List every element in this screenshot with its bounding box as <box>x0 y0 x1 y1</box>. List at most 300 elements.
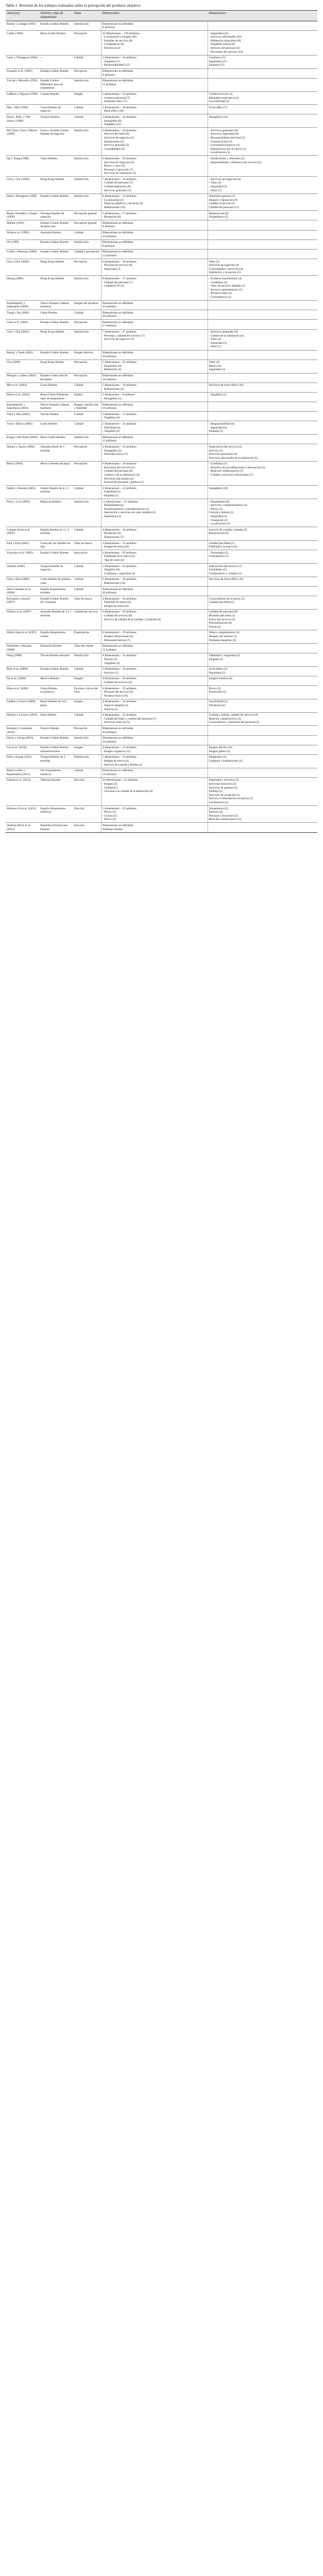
dimension-line: - Personal de servicio (8) <box>102 264 132 268</box>
destination-cell: Estados Unidos Hoteles <box>39 350 73 360</box>
dimension-line: - Estándar de servicio (8) <box>102 39 133 43</box>
author-cell: Lee et al. (2010) <box>6 745 39 754</box>
dimension-line: - Confianza (5) <box>209 462 227 466</box>
dimensions-detail-cell <box>207 310 317 320</box>
dimensions-detail-cell <box>207 699 317 712</box>
destination-cell: Australia Hoteles de 4 y 5 estrellas <box>39 609 73 630</box>
dimension-line: Servicio (5) <box>209 449 223 453</box>
dimension-line: Calidad del personal (9) <box>209 610 238 614</box>
table-row <box>6 193 317 210</box>
dimension-line: Imagen afectiva (4) <box>209 746 232 750</box>
table-row <box>6 392 317 402</box>
dimension-line: Dimensiones no definidas <box>102 435 133 439</box>
destination-cell: Corea Hoteles de negocios <box>39 105 73 114</box>
dimension-line: - Seguridad (3) <box>209 341 227 345</box>
destination-cell: Estados Unidos Hoteles <box>39 249 73 259</box>
dimension-line: 4 dimensiones – 18 atributos <box>102 597 137 601</box>
dimension-line: Dimensiones no definidas <box>102 241 133 245</box>
destination-cell: Australia Hoteles <box>39 230 73 239</box>
topic-cell: Fidelización <box>73 754 101 768</box>
dimension-line: Servicios de negocios (4) <box>209 264 239 268</box>
topic-cell: Satisfacción <box>73 21 101 31</box>
destination-cell: Estados Unidos Hoteles de 5 estrellas <box>39 596 73 610</box>
dimension-line: - Seguridad (3) <box>209 185 227 189</box>
dimension-line: Dimensiones no definidas <box>102 403 133 407</box>
dimensions-detail-cell <box>207 230 317 239</box>
page <box>0 0 323 837</box>
dimension-line: - Calidad del personal (6) <box>102 469 133 473</box>
dimension-line: - Otros (1) <box>209 188 222 192</box>
dimensions-cell <box>101 220 207 230</box>
destination-cell: Estados Unidos Hoteles <box>39 735 73 745</box>
dimension-line: - Confort y de la habitación (4) <box>102 473 140 477</box>
dimension-line: Alojamiento (5) <box>209 215 228 219</box>
dimension-line: - Habitaciones (7) <box>102 535 124 539</box>
dimension-line: - Tipo de hotel (2) <box>102 558 124 562</box>
dimension-line: Dimensiones no definidas <box>102 587 133 591</box>
author-cell: Qu y Tsang (1998) <box>6 156 39 177</box>
dimension-line: Elemento tangibles (4) <box>209 638 236 642</box>
destination-cell: Reino Unido Diferentes tipos de alojamiento <box>39 392 73 402</box>
dimension-line: - Calidad (5) <box>102 786 118 790</box>
destination-cell: Turquía Hoteles <box>39 114 73 128</box>
dimensions-cell <box>101 754 207 768</box>
dimension-line: Empatía (13) <box>209 63 225 67</box>
destination-cell: Francia Hoteles <box>39 726 73 735</box>
destination-cell: Estados Unidos Hoteles norteamericanos <box>39 745 73 754</box>
dimension-line: 33 dimensiones – 139 atributos <box>102 31 140 35</box>
dimensions-cell <box>101 31 207 56</box>
dimensions-cell <box>101 259 207 276</box>
dimension-line: - Tangibles (otros) (6) <box>209 43 235 47</box>
dimension-line: - Precio (3) <box>209 507 223 511</box>
author-cell: Hayes y Leong (2010) <box>6 735 39 745</box>
destination-cell: Estados Unidos Hoteles <box>39 239 73 249</box>
destination-cell: Estados Unidos Hoteles <box>39 666 73 676</box>
table-row <box>6 421 317 435</box>
dimension-line: - Actitud del personal y gestión (5) <box>102 481 144 485</box>
dimension-line: - Seguridad (14) <box>209 31 229 35</box>
topic-cell: Percepción <box>73 68 101 78</box>
dimensions-detail-cell <box>207 350 317 360</box>
dimension-line: - Servicio de calidad de la comida y la bebida (4) <box>102 617 161 621</box>
dimension-line: Comprensión y cuidado (5) <box>209 572 242 575</box>
dimension-line: Promoción (5) <box>209 690 227 694</box>
dimension-line: 5 dimensiones – 22 atributos <box>102 422 137 426</box>
dimension-line: - Calidad habitación (8) <box>102 185 131 189</box>
dimension-line: Imagen hotelera (4) <box>209 677 233 681</box>
table-row <box>6 329 317 350</box>
topic-cell: Calidad <box>73 666 101 676</box>
dimension-line: Empleados (4) <box>209 755 227 759</box>
dimension-line: Conocimiento y presencia del personal (2) <box>209 721 260 725</box>
dimensions-detail-cell <box>207 329 317 350</box>
topic-cell: Calidad <box>73 55 101 68</box>
dimensions-detail-cell <box>207 301 317 310</box>
dimensions-detail-cell <box>207 745 317 754</box>
dimensions-detail-cell <box>207 156 317 177</box>
author-cell: Wong et al. (1999) <box>6 230 39 239</box>
destination-cell: Corea Hoteles de primera clase <box>39 577 73 586</box>
dimension-line: 11 dimensiones – 47 atributos <box>102 500 138 504</box>
dimension-line: - Habitación (hug-bles) (8) <box>209 39 241 43</box>
dimensions-cell <box>101 177 207 193</box>
author-cell: Kandampully y Suhartanto (2000) <box>6 301 39 310</box>
dimension-line: - Hospitalidad (4) <box>102 504 124 508</box>
dimensions-cell <box>101 643 207 653</box>
dimension-line: Personalización (6) <box>209 621 232 625</box>
table-row <box>6 444 317 461</box>
table-row <box>6 177 317 193</box>
dimension-line: - Servicios complementarios (4) <box>209 504 247 508</box>
dimensions-cell <box>101 666 207 676</box>
dimension-line: - Eficiencia (3) <box>102 47 121 50</box>
dimension-line: 11 atributos <box>102 82 117 86</box>
destination-cell: España Alojamientos turísticos <box>39 806 73 823</box>
dimension-line: 8 atributos <box>102 225 116 229</box>
table-row <box>6 726 317 735</box>
table-row <box>6 564 317 577</box>
author-cell: Reinaud y Gunaratne (2010) <box>6 726 39 735</box>
dimensions-cell <box>101 686 207 699</box>
dimension-line: Calidad servicio (3) <box>209 93 233 96</box>
dimension-line: - Habitaciones (3) <box>102 387 124 391</box>
topic-cell: Percepción <box>73 320 101 329</box>
dimensions-detail-cell <box>207 735 317 745</box>
dimension-line: Dimensiones no definidas <box>102 22 133 26</box>
dimensions-cell <box>101 699 207 712</box>
dimension-line: Dimensiones no definidas <box>102 736 133 740</box>
dimension-line: - Instalaciones (5) <box>102 140 124 144</box>
dimension-line: - Proveedor del servicio (10) <box>209 50 243 54</box>
dimension-line: Dimensiones no definidas <box>102 769 133 773</box>
dimension-line: - Tangibles (3) <box>209 393 227 397</box>
dimension-line: - Fiabilidad de la marca (4) <box>102 555 135 559</box>
dimension-line: - Personal y ejecución (7) <box>102 168 133 172</box>
dimensions-cell <box>101 320 207 329</box>
table-row <box>6 78 317 91</box>
author-cell: Tsaur y Hsu (2003) <box>6 412 39 421</box>
dimension-line: Contratación (1) <box>209 555 229 559</box>
author-cell: Turcott y Marcella (1995) <box>6 78 39 91</box>
dimension-line: 10 atributos <box>102 305 117 309</box>
dimension-line: 20 atributos <box>102 315 117 319</box>
dimensions-cell <box>101 373 207 383</box>
destination-cell: Reino Unido Hoteles <box>39 31 73 56</box>
table-row <box>6 156 317 177</box>
destination-cell: Estados Unidos Diferentes tipos de alojamiento <box>39 78 73 91</box>
dimension-line: Fiabilidad y seguridad (4) <box>209 654 240 658</box>
author-cell: Dube y Renaghan (1999) <box>6 193 39 210</box>
dimensions-detail-cell <box>207 68 317 78</box>
author-cell: Ramo-wollen y Rasamuthus (2011) <box>6 768 39 777</box>
destination-cell: Noruega Hoteles de negocios <box>39 211 73 220</box>
dimension-line: - Conveniencia/precio (3) <box>209 144 239 148</box>
topic-cell: Satisfacción <box>73 329 101 350</box>
header-authors: Autor(es) <box>6 11 39 21</box>
author-cell: Heung (2000) <box>6 276 39 301</box>
dimension-line: - Innovación y servicios de valor añadido (3) <box>102 511 156 515</box>
dimensions-cell <box>101 421 207 435</box>
destination-cell: Reino Unido Hoteles <box>39 435 73 444</box>
table-row <box>6 699 317 712</box>
dimension-line: 5 dimensiones – 23 atributos <box>102 93 137 96</box>
dimensions-detail-cell <box>207 412 317 421</box>
dimensions-detail-cell <box>207 114 317 128</box>
destination-cell: Australia Hotel de 5 estrellas <box>39 444 73 461</box>
author-cell: Briggs y Bit-Nalrú (2004) <box>6 435 39 444</box>
author-cell: Beerli (2004) <box>6 461 39 486</box>
dimensions-cell <box>101 350 207 360</box>
dimension-line: 8 atributos <box>102 26 116 30</box>
dimension-line: Servicios de recepción (5) <box>209 793 240 797</box>
author-cell: Oh (1999) <box>6 239 39 249</box>
dimensions-detail-cell <box>207 105 317 114</box>
dimension-line: - Calidad del personal (7) <box>102 280 133 284</box>
dimension-line: Dimensiones no definidas <box>102 351 133 355</box>
dimension-line: - Espacios públicos y servicios (4) <box>102 202 144 206</box>
table-row <box>6 666 317 676</box>
topic-cell: Imagen <box>73 91 101 105</box>
table-row <box>6 105 317 114</box>
dimension-line: - Personal del servicio (6) <box>102 690 133 694</box>
author-cell: Ekinci, Riley y Fife-Schaw (1998) <box>6 114 39 128</box>
dimension-line: - Servicios especiales (6) <box>209 132 239 136</box>
dimension-line: - Servicios reservas (5) <box>102 721 130 725</box>
dimensions-cell <box>101 156 207 177</box>
author-cell: Morgan y Calbeo (2002) <box>6 373 39 383</box>
table-row <box>6 676 317 685</box>
dimensions-detail-cell <box>207 392 317 402</box>
dimension-line: - Valor de servicio añadido (2) <box>209 284 245 288</box>
dimension-line: Localización (2) <box>209 801 229 804</box>
topic-cell: Satisfacción <box>73 177 101 193</box>
author-cell: Emir y Koçak (2011) <box>6 754 39 768</box>
topic-cell: Expectativas <box>73 630 101 643</box>
dimensions-cell <box>101 310 207 320</box>
topic-cell: Valor de marca <box>73 596 101 610</box>
dimension-line: - Confianza (4) <box>209 280 227 284</box>
topic-cell: Calidad <box>73 105 101 114</box>
author-cell: Deng (2008) <box>6 653 39 666</box>
table-row <box>6 806 317 823</box>
table-row <box>6 754 317 768</box>
dimensions-detail-cell <box>207 609 317 630</box>
dimension-line: - Servicios de negocios (6) <box>102 160 135 164</box>
dimension-line: - Precios (3) <box>102 658 117 661</box>
dimension-line: Relación calidad precio (2) <box>209 717 242 721</box>
dimensions-detail-cell <box>207 686 317 699</box>
author-cell: Collier y Brennan (2000) <box>6 249 39 259</box>
table-row <box>6 31 317 56</box>
dimensions-detail-cell <box>207 402 317 412</box>
dimension-line: - Conveniencia (1) <box>209 295 232 299</box>
dimensions-cell <box>101 541 207 550</box>
author-cell: Choi y Kim (2006) <box>6 577 39 586</box>
topic-cell: Imagen <box>73 699 101 712</box>
table-row <box>6 768 317 777</box>
dimension-line: - Imagen cognitiva (11) <box>102 749 131 753</box>
destination-cell: Turquía Hoteles de negocios <box>39 564 73 577</box>
author-cell: Nadiri y Hussain (2005) <box>6 486 39 499</box>
dimension-line: Precio (3) <box>209 686 221 690</box>
dimension-line: - Calidad A+B (4) <box>102 284 124 288</box>
dimension-line: - Servicios de negocios (4) <box>209 177 241 181</box>
dimensions-detail-cell <box>207 360 317 373</box>
dimension-line: Experiencia del servicio (5) <box>209 445 242 449</box>
table-row <box>6 128 317 156</box>
dimension-line: - Imagen (3) <box>102 782 117 786</box>
table-row <box>6 211 317 220</box>
dimension-line: - Confianza y seguridad (4) <box>102 572 135 575</box>
dimension-line: - Comodidades (2) <box>102 147 125 151</box>
author-cell: Narethnee y Hossain (2008) <box>6 643 39 653</box>
dimension-line: 7 dimensiones – 27 atributos <box>102 330 137 334</box>
destination-cell: Hong Kong Hoteles <box>39 177 73 193</box>
dimensions-detail-cell <box>207 666 317 676</box>
dimensions-cell <box>101 499 207 527</box>
table-row <box>6 402 317 412</box>
dimension-line: - Valor (4) <box>209 338 222 342</box>
dimensions-detail-cell <box>207 177 317 193</box>
dimension-line: 5 dimensiones – 17 atributos <box>102 412 137 416</box>
dimensions-detail-cell <box>207 630 317 643</box>
destination-cell: China Hoteles <box>39 310 73 320</box>
author-cell: Campos-Soria et al. (2005) <box>6 527 39 541</box>
dimension-line: Facilidades (5) <box>209 568 227 572</box>
dimension-line: Valor (4) <box>209 361 220 365</box>
dimensions-cell <box>101 806 207 823</box>
dimension-line: Comida y bebida (5) <box>209 511 234 515</box>
topic-cell: Calidad <box>73 486 101 499</box>
topic-cell: Imagen afectiva <box>73 350 101 360</box>
dimensions-cell <box>101 230 207 239</box>
dimension-line: - Seguridad (4) <box>209 426 227 430</box>
topic-cell: Calidad <box>73 577 101 586</box>
dimension-line: 6 dimensiones – 29 atributos <box>102 631 137 635</box>
dimension-line: Calidad percibida (5) <box>209 541 234 545</box>
dimension-line: Ofrece complementos (4) <box>209 631 239 635</box>
table-row <box>6 55 317 68</box>
dimension-line: - Instalaciones y amenities (5) <box>209 156 245 160</box>
dimensions-cell <box>101 301 207 310</box>
dimensions-cell <box>101 68 207 78</box>
dimension-line: 4 dimensiones – 24 atributos <box>102 528 137 532</box>
table-row <box>6 239 317 249</box>
dimension-line: - Imagen de marca (4) <box>102 759 129 763</box>
dimension-line: 6 dimensiones – 29 atributos <box>102 156 137 160</box>
topic-cell: Percepción <box>73 31 101 56</box>
dimensions-cell <box>101 276 207 301</box>
dimension-line: - Cocina (5) <box>102 814 117 818</box>
dimension-line: - Habitaciones por el precio (3) <box>209 147 246 151</box>
topic-cell: Satisfacción <box>73 276 101 301</box>
dimension-line: 3 dimensiones – 16 atributos <box>102 56 137 60</box>
dimensions-detail-cell <box>207 373 317 383</box>
dimension-line: - Tangibles (7) <box>102 59 120 63</box>
destination-cell: Estados Unidos Hoteles de gama alta <box>39 220 73 230</box>
dimension-line: 6 dimensiones – 28 atributos <box>102 260 137 264</box>
dimension-line: - Servicios adicionales (30) <box>209 35 242 39</box>
topic-cell: Imagen del producto <box>73 301 101 310</box>
dimension-line: Servicios bancarios (4) <box>209 782 237 786</box>
dimension-line: 10 atributos <box>102 407 117 411</box>
dimension-line: Entorno (4) <box>209 810 223 814</box>
author-cell: Barsky y Labagh (1992) <box>6 21 39 31</box>
dimension-line: Dimensiones no definidas <box>102 301 133 305</box>
dimensions-cell <box>101 114 207 128</box>
dimension-line: - Seguridad (3) <box>209 515 227 518</box>
header-destination: Destino y tipo de alojamiento <box>39 11 73 21</box>
author-cell: Kim y Kim (2005) <box>6 541 39 550</box>
topic-cell: Innovación <box>73 550 101 564</box>
dimensions-cell <box>101 21 207 31</box>
dimension-line: Seguridad (3) <box>209 368 225 372</box>
table-row <box>6 486 317 499</box>
destination-cell: Hong Kong Hoteles <box>39 329 73 350</box>
table-row <box>6 745 317 754</box>
topic-cell: Calidad <box>73 527 101 541</box>
dimensions-cell <box>101 249 207 259</box>
destination-cell: Estados Unidos Hoteles <box>39 21 73 31</box>
topic-cell: Percepción general <box>73 211 101 220</box>
dimension-line: Extras (4) <box>209 625 221 629</box>
dimension-line: 3 dimensiones – 18 atributos <box>102 115 137 119</box>
dimension-line: Atmósfera general (4) <box>209 195 236 199</box>
dimension-line: - Personal y calidad del servicio (7) <box>102 334 145 338</box>
dimensions-detail-cell <box>207 211 317 220</box>
dimensions-cell <box>101 676 207 685</box>
table-row <box>6 735 317 745</box>
dimension-line: - Tecnología (3) <box>209 551 228 555</box>
dimensions-detail-cell <box>207 461 317 486</box>
dimensions-cell <box>101 609 207 630</box>
dimensions-detail-cell <box>207 712 317 726</box>
topic-cell: Satisfacción <box>73 435 101 444</box>
dimension-line: - Ambiente físico (7) <box>102 100 127 104</box>
author-cell: Akbaba (2006) <box>6 564 39 577</box>
dimension-line: 2 dimensiones – 20 atributos <box>102 578 137 582</box>
dimensions-detail-cell <box>207 320 317 329</box>
dimension-line: Servicios de front office (10) <box>209 384 243 388</box>
dimensions-detail-cell <box>207 541 317 550</box>
header-topic: Tema <box>73 11 101 21</box>
author-cell: Mohsin y Lockyer (2010) <box>6 712 39 726</box>
destination-cell: República Dominicana Hoteles <box>39 823 73 832</box>
dimension-line: 4 dimensiones – 16 atributos <box>102 677 137 681</box>
dimension-line: 13 atributos <box>102 254 117 257</box>
destination-cell: España Alojamientos termales <box>39 587 73 596</box>
dimensions-detail-cell <box>207 383 317 392</box>
author-cell: McCleary, Choi y Weaver (1998) <box>6 128 39 156</box>
dimension-line: Bisutería del hotel (3) <box>209 614 235 618</box>
dimension-line: 14 atributos <box>102 772 117 776</box>
dimension-line: 11 atributos <box>102 648 117 652</box>
dimensions-detail-cell <box>207 806 317 823</box>
literature-review-table <box>6 10 317 833</box>
table-row <box>6 320 317 329</box>
topic-cell: Calidad <box>73 310 101 320</box>
destination-cell: Taiwán Hoteles <box>39 412 73 421</box>
dimension-line: Seguridad (2) <box>209 671 225 675</box>
dimensions-cell <box>101 211 207 220</box>
dimension-line: - Producto físico (10) <box>102 694 128 698</box>
dimension-line: Dimensiones no definidas <box>102 79 133 83</box>
destination-cell: — <box>39 55 73 68</box>
author-cell: Rhee et al. (2009) <box>6 686 39 699</box>
author-cell: Mattila (1999) <box>6 220 39 230</box>
topic-cell: Percepción <box>73 444 101 461</box>
